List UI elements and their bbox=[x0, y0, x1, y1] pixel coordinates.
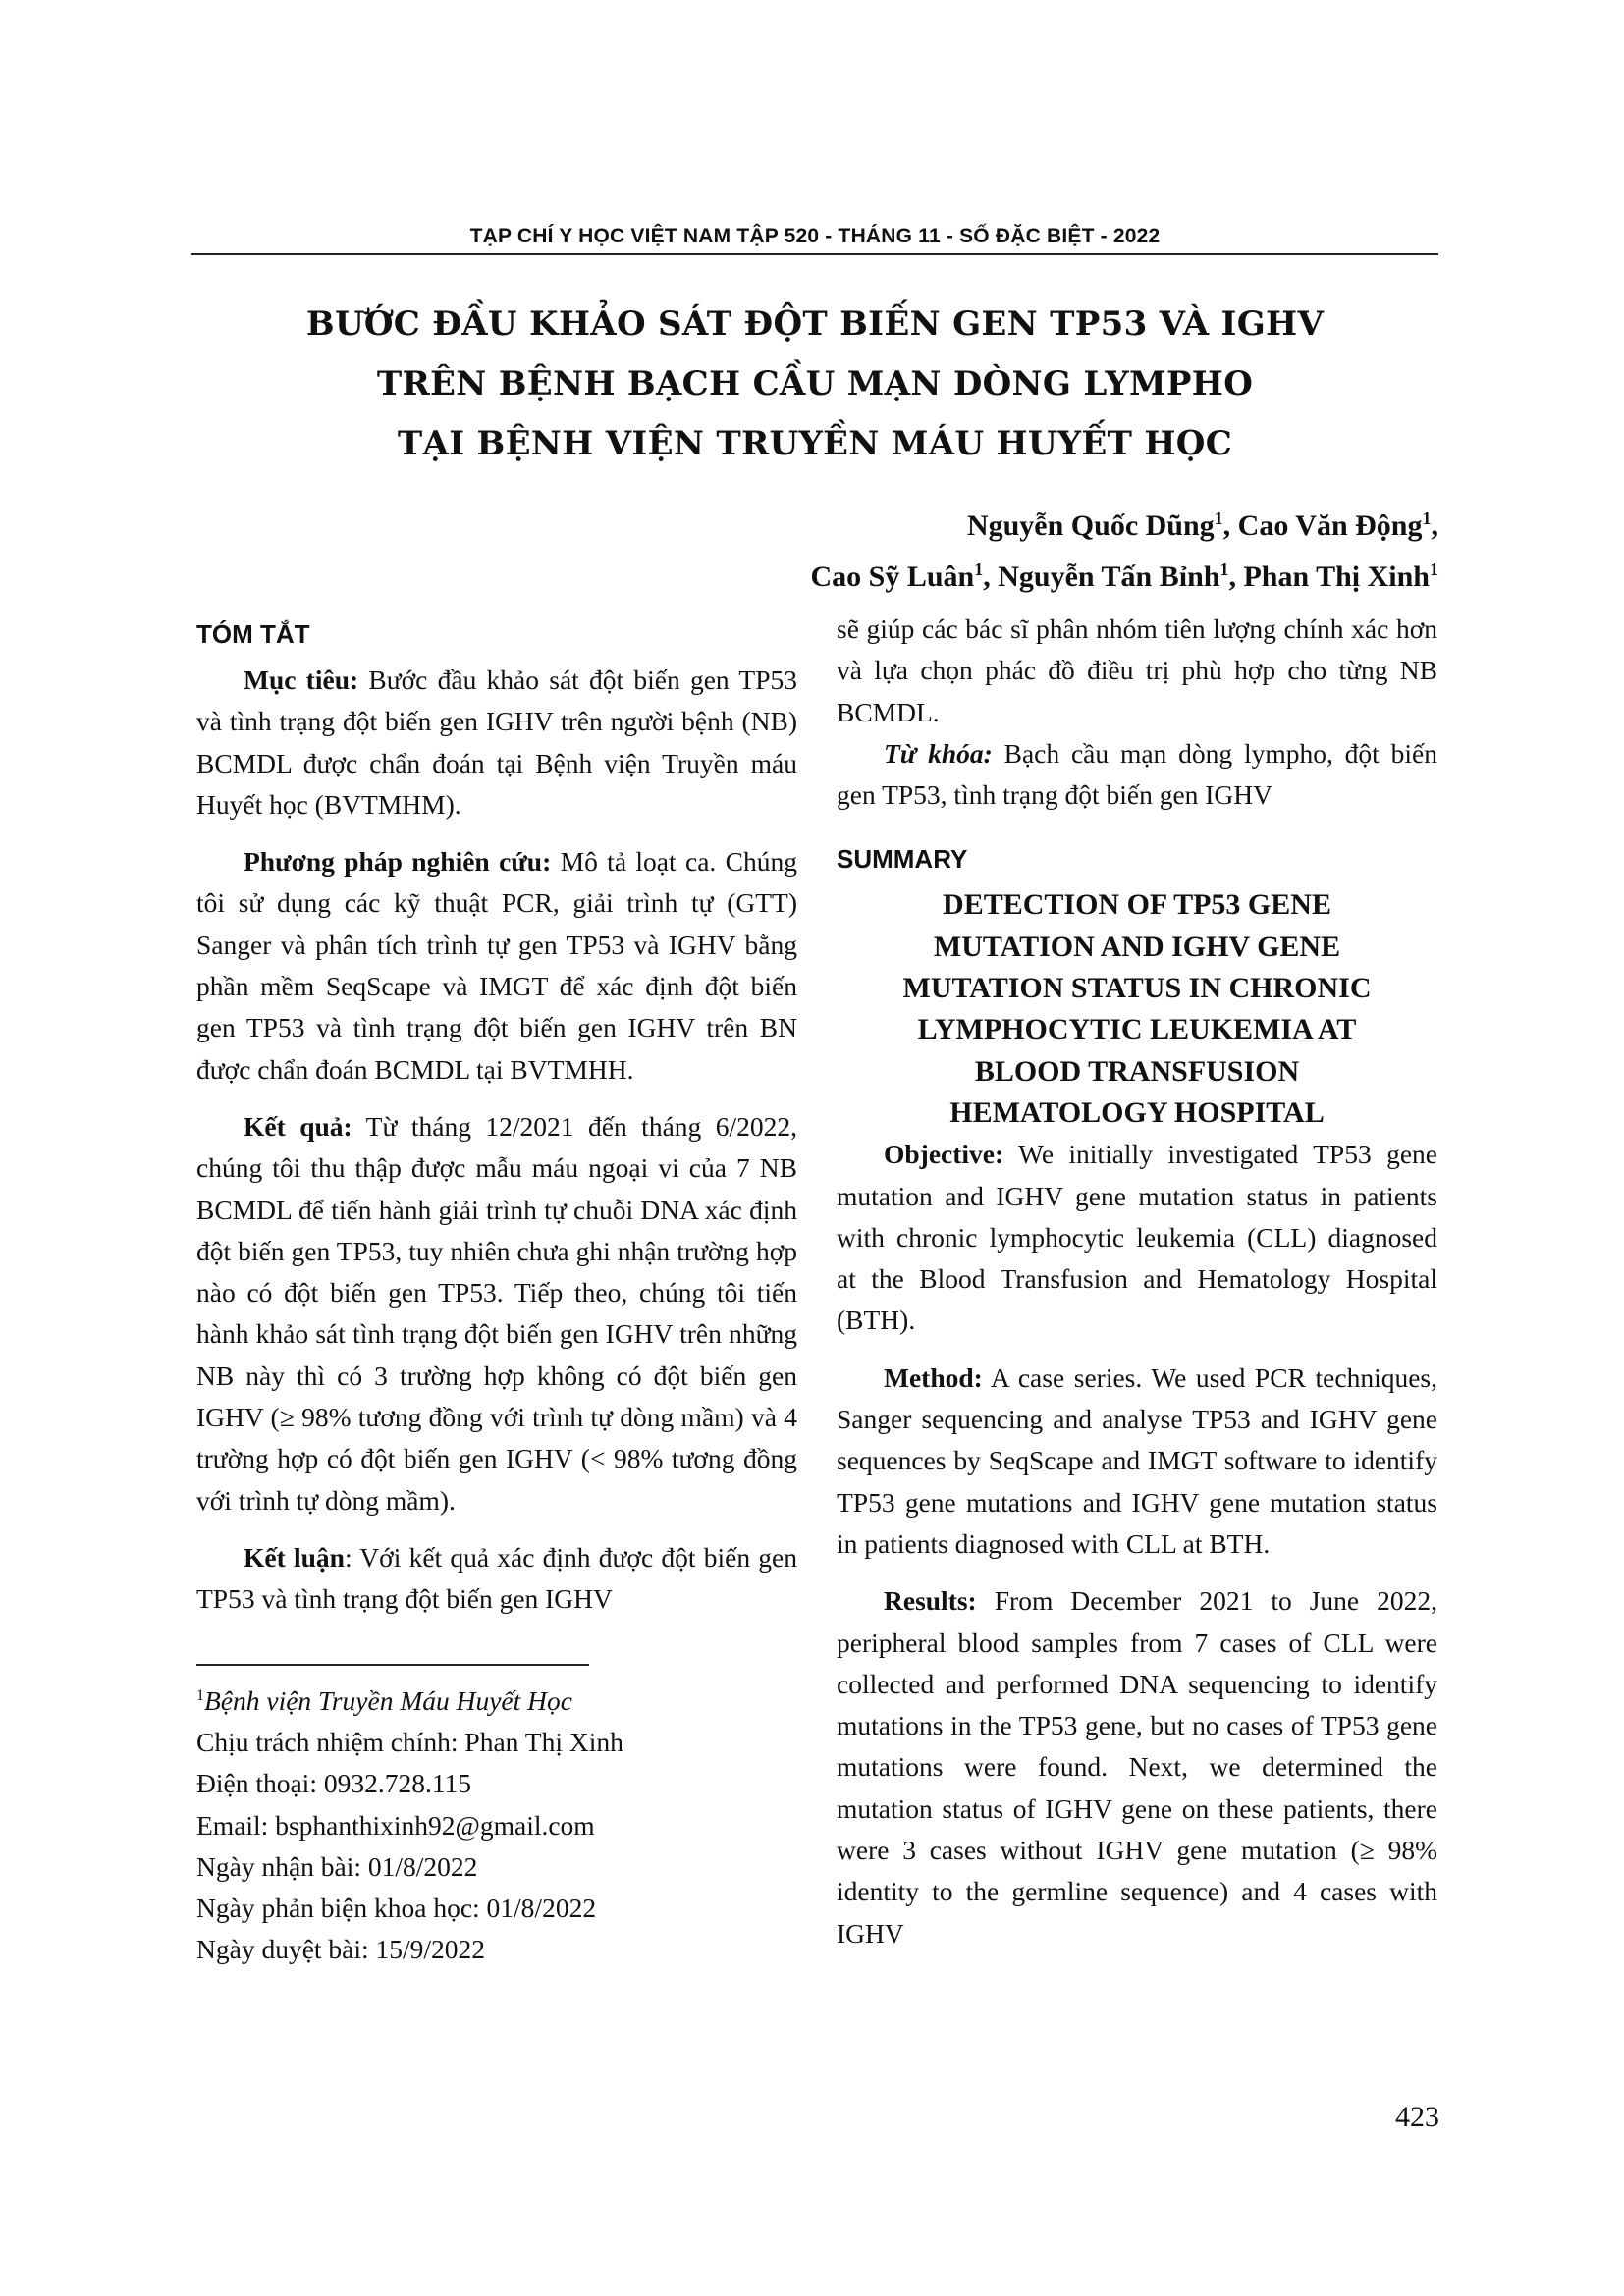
footnote-rule bbox=[196, 1664, 589, 1666]
page-number: 423 bbox=[1395, 2101, 1439, 2133]
author-affiliation-mark: 1 bbox=[1214, 508, 1223, 528]
summary-results bbox=[837, 1580, 1437, 1954]
left-column bbox=[196, 609, 797, 1971]
author-affiliation-mark: 1 bbox=[974, 560, 984, 579]
title-line-1: BƯỚC ĐẦU KHẢO SÁT ĐỘT BIẾN GEN TP53 VÀ IGHV bbox=[305, 304, 1325, 344]
footnote-corresponding: Chịu trách nhiệm chính: Phan Thị Xinh bbox=[196, 1726, 623, 1757]
footnote-phone: Điện thoại: 0932.728.115 bbox=[196, 1768, 472, 1799]
method-label: Phương pháp nghiên cứu: bbox=[244, 846, 552, 878]
header-rule bbox=[191, 253, 1438, 255]
article-title bbox=[191, 294, 1438, 474]
abstract-vi-conclusion-cont: sẽ giúp các bác sĩ phân nhóm tiên lượng chính xác hơn và lựa chọn phác đồ điều trị phù hợp cho từng NB BCMDL. bbox=[837, 614, 1437, 727]
author-affiliation-mark: 1 bbox=[1219, 560, 1229, 579]
method-text: A case series. We used PCR techniques, Sanger sequencing and analyse TP53 and IGHV gene sequences by SeqScape and IMGT software to identify TP53 gene mutations and IGHV gene mutation status in patients diagnosed with CLL at BTH. bbox=[837, 1362, 1437, 1559]
author-affiliation-mark: 1 bbox=[1430, 560, 1438, 579]
abstract-vi-keywords bbox=[837, 733, 1437, 817]
footnotes bbox=[196, 1676, 797, 1971]
results-label: Kết quả: bbox=[244, 1110, 352, 1142]
results-text: Từ tháng 12/2021 đến tháng 6/2022, chúng tôi thu thập được mẫu máu ngoại vi của 7 NB BCMDL để tiến hành giải trình tự chuỗi DNA xác định đột biến gen TP53, tuy nhiên chưa ghi nhận trường hợp nào có đột biến gen TP53. Tiếp theo, chúng tôi tiến hành khảo sát tình trạng đột biến gen IGHV trên những NB này thì có 3 trường hợp không có đột biến gen IGHV (≥ 98% tương đồng với trình tự dòng mầm) và 4 trường hợp có đột biến gen IGHV (< 98% tương đồng với trình tự dòng mầm). bbox=[196, 1110, 798, 1516]
summary-method bbox=[837, 1358, 1437, 1565]
summary-heading: SUMMARY bbox=[837, 844, 968, 875]
objective-text: Bước đầu khảo sát đột biến gen TP53 và tình trạng đột biến gen IGHV trên người bệnh (NB) BCMDL được chẩn đoán tại Bệnh viện Truyền máu Huyết học (BVTMHM). bbox=[196, 665, 797, 820]
footnote-accepted: Ngày duyệt bài: 15/9/2022 bbox=[196, 1934, 486, 1965]
keywords-label: Từ khóa: bbox=[884, 737, 993, 769]
author-line-2 bbox=[810, 548, 1438, 599]
english-title bbox=[837, 884, 1437, 1134]
author-line-1 bbox=[810, 497, 1438, 548]
author-name: Phan Thị Xinh bbox=[1243, 561, 1430, 593]
footnote-affiliation bbox=[196, 1676, 797, 1722]
abstract-vi-objective bbox=[196, 660, 797, 826]
author-list bbox=[810, 497, 1438, 599]
keywords-text: Bạch cầu mạn dòng lympho, đột biến gen TP53, tình trạng đột biến gen IGHV bbox=[837, 737, 1437, 811]
author-affiliation-mark: 1 bbox=[1422, 508, 1432, 528]
author-name: Nguyễn Tấn Bỉnh bbox=[998, 561, 1220, 593]
footnote-received: Ngày nhận bài: 01/8/2022 bbox=[196, 1850, 478, 1882]
right-column bbox=[837, 609, 1437, 1954]
footnote-email: Email: bsphanthixinh92@gmail.com bbox=[196, 1809, 595, 1841]
english-title-line-2: MUTATION AND IGHV GENE bbox=[933, 930, 1341, 963]
title-line-3: TẠI BỆNH VIỆN TRUYỀN MÁU HUYẾT HỌC bbox=[397, 424, 1233, 463]
abstract-vi-conclusion bbox=[196, 1537, 797, 1621]
objective-text: We initially investigated TP53 gene mutation and IGHV gene mutation status in patients with chronic lymphocytic leukemia (CLL) diagnosed at the Blood Transfusion and Hematology Hospital (BTH). bbox=[837, 1139, 1437, 1336]
english-title-line-1: DETECTION OF TP53 GENE bbox=[943, 888, 1331, 922]
abstract-vi-results bbox=[196, 1106, 797, 1522]
affiliation-text: Bệnh viện Truyền Máu Huyết Học bbox=[204, 1684, 572, 1716]
results-label: Results: bbox=[884, 1585, 977, 1617]
author-name: Cao Sỹ Luân bbox=[810, 561, 975, 593]
footnote-reviewed: Ngày phản biện khoa học: 01/8/2022 bbox=[196, 1893, 597, 1924]
footnote-mark: 1 bbox=[196, 1686, 204, 1704]
author-separator: , bbox=[1228, 561, 1244, 593]
english-title-line-3: MUTATION STATUS IN CHRONIC bbox=[902, 972, 1372, 1005]
title-line-2: TRÊN BỆNH BẠCH CẦU MẠN DÒNG LYMPHO bbox=[376, 364, 1254, 403]
english-title-line-4: LYMPHOCYTIC LEUKEMIA AT bbox=[917, 1013, 1357, 1046]
objective-label: Mục tiêu: bbox=[244, 665, 359, 695]
english-title-line-5: BLOOD TRANSFUSION bbox=[974, 1054, 1300, 1088]
english-title-line-6: HEMATOLOGY HOSPITAL bbox=[949, 1095, 1325, 1129]
method-text: Mô tả loạt ca. Chúng tôi sử dụng các kỹ thuật PCR, giải trình tự (GTT) Sanger và phân tích trình tự gen TP53 và IGHV bằng phần mềm SeqScape và IMGT để xác định đột biến gen TP53 và tình trạng đột biến gen IGHV trên BN được chẩn đoán BCMDL tại BVTMHH. bbox=[196, 846, 797, 1085]
conclusion-text: : Với kết quả xác định được đột biến gen TP53 và tình trạng đột biến gen IGHV bbox=[196, 1541, 798, 1615]
results-text: From December 2021 to June 2022, peripheral blood samples from 7 cases of CLL were collected and performed DNA sequencing to identify mutations in the TP53 gene, but no cases of TP53 gene mutations were found. Next, we determined the mutation status of IGHV gene on these patients, there were 3 cases without IGHV gene mutation (≥ 98% identity to the germline sequence) and 4 cases with IGHV bbox=[837, 1585, 1437, 1949]
method-label: Method: bbox=[884, 1362, 983, 1393]
author-separator: , bbox=[1222, 509, 1238, 542]
abstract-vi-method bbox=[196, 841, 797, 1091]
running-header: TẠP CHÍ Y HỌC VIỆT NAM TẬP 520 - THÁNG 11 - SỐ ĐẶC BIỆT - 2022 bbox=[469, 225, 1161, 247]
author-separator: , bbox=[983, 561, 999, 593]
conclusion-label: Kết luận bbox=[244, 1541, 345, 1573]
objective-label: Objective: bbox=[884, 1139, 1004, 1170]
author-name: Nguyễn Quốc Dũng bbox=[966, 509, 1215, 542]
author-separator: , bbox=[1431, 509, 1438, 542]
author-name: Cao Văn Động bbox=[1237, 509, 1423, 542]
abstract-vi-heading: TÓM TẮT bbox=[196, 619, 310, 649]
summary-objective bbox=[837, 1134, 1437, 1341]
